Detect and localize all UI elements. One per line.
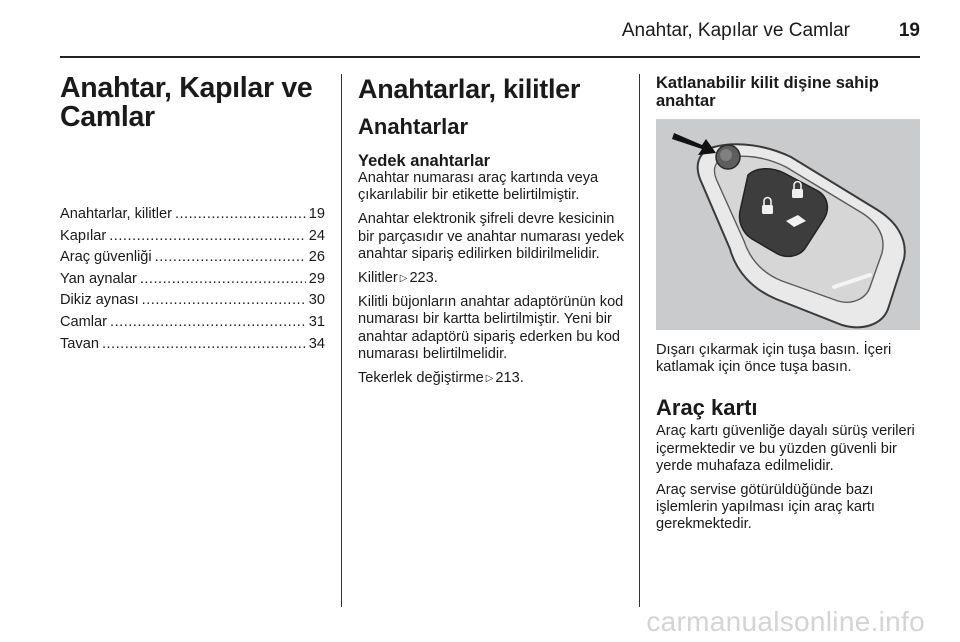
cross-reference[interactable]: Tekerlek değiştirme ▷ 213. (358, 370, 524, 387)
page-number: 19 (898, 20, 920, 41)
toc-item[interactable]: Yan aynalar ..... 29 (60, 271, 325, 293)
triangle-right-outline-icon: ▷ (485, 373, 494, 385)
section-title: Anahtarlar, kilitler (358, 74, 581, 104)
triangle-right-outline-icon: ▷ (399, 273, 408, 285)
watermark: carmanualsonline.info (646, 606, 925, 637)
folding-key-heading: Katlanabilir kilit dişine sahip anahtar (656, 74, 879, 110)
running-header-title: Anahtar, Kapılar ve Camlar (621, 20, 850, 41)
key-fob-drawing (656, 119, 920, 330)
folding-key-illustration (656, 119, 920, 330)
paragraph: Anahtar numarası araç kartında veya çıkarılabilir bir etikette belirtilmiştir. (358, 170, 599, 204)
toc-item[interactable]: Anahtarlar, kilitler ..... 19 (60, 206, 325, 228)
paragraph: Kilitli büjonların anahtar adaptörünün kod numarası bir kartta belirtilmiştir. Yeni bir anahtar adaptörü sipariş ederken bu kod numarası belirtilmelidir. (358, 294, 624, 362)
paragraph: Araç servise götürüldüğünde bazı işlemlerin yapılması için araç kartı gerekmektedir. (656, 482, 875, 533)
header-rule (60, 56, 920, 58)
keys-column (358, 74, 628, 387)
chapter-column (60, 74, 325, 357)
table-of-contents (60, 206, 325, 357)
paragraph: Anahtar elektronik şifreli devre kesicinin bir parçasıdır ve anahtar numarası yedek anahtar sipariş edilirken bildirilmelidir. (358, 211, 625, 262)
spare-keys-heading: Yedek anahtarlar (358, 152, 491, 170)
illustration-caption: Dışarı çıkarmak için tuşa basın. İçeri katlamak için önce tuşa basın. (656, 342, 892, 376)
cross-reference[interactable]: Kilitler ▷ 223. (358, 270, 438, 287)
toc-item[interactable]: Dikiz aynası ..... 30 (60, 292, 325, 314)
column-divider (341, 74, 342, 607)
toc-item[interactable]: Camlar ..... 31 (60, 314, 325, 336)
folding-key-column (656, 74, 924, 534)
section-subtitle: Anahtarlar (358, 114, 469, 139)
toc-item[interactable]: Kapılar ..... 24 (60, 228, 325, 250)
vehicle-card-heading: Araç kartı (656, 395, 758, 421)
column-divider (639, 74, 640, 607)
chapter-title: Anahtar, Kapılar ve Camlar (60, 72, 313, 133)
toc-item[interactable]: Araç güvenliği ..... 26 (60, 249, 325, 271)
running-header (60, 18, 920, 58)
toc-item[interactable]: Tavan ..... 34 (60, 336, 325, 358)
paragraph: Araç kartı güvenliğe dayalı sürüş verileri içermektedir ve bu yüzden güvenli bir yerde muhafaza edilmelidir. (656, 423, 915, 474)
